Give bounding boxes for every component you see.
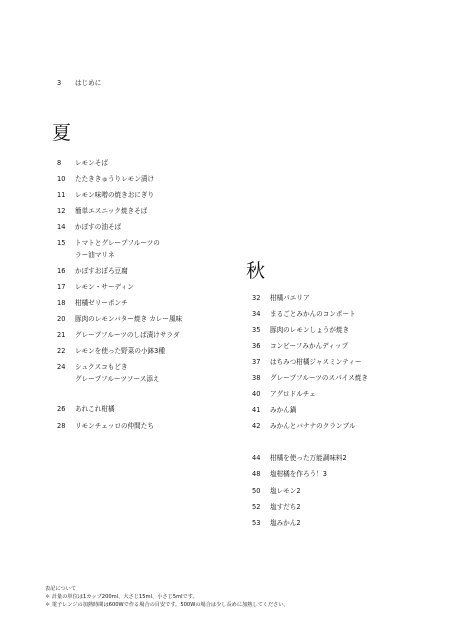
- page-number: 38: [252, 374, 261, 382]
- page-number: 52: [252, 503, 261, 511]
- section-heading-autumn: 秋: [246, 260, 266, 282]
- entry-title: 豚肉のレモンバター焼き カレー風味: [75, 315, 183, 323]
- page-number: 18: [57, 299, 66, 307]
- page-number: 41: [252, 406, 261, 414]
- entry-title: レモンを使った野菜の小鉢3種: [75, 347, 165, 355]
- page-number: 32: [252, 294, 261, 302]
- entry-title-line2: ラー油マリネ: [75, 251, 115, 259]
- entry-title: 塩レモン2: [270, 487, 301, 495]
- notation-notes: [45, 585, 289, 609]
- entry-title: レモンそば: [75, 159, 108, 167]
- entry-title: レモン・サーディン: [75, 283, 134, 291]
- page-number: 36: [252, 342, 261, 350]
- page-number: 37: [252, 358, 261, 366]
- page-number: 10: [57, 175, 66, 183]
- page-number: 48: [252, 470, 261, 478]
- page-number: 21: [57, 331, 66, 339]
- page-number: 53: [252, 519, 261, 527]
- entry-title: 塩すだち2: [270, 503, 301, 511]
- entry-title: コンビーフみかんディップ: [270, 342, 349, 350]
- entry-title: みかんとバナナのクランブル: [270, 422, 356, 430]
- page-number: 35: [252, 326, 261, 334]
- entry-title: かぼすおぼろ豆腐: [75, 267, 128, 275]
- entry-title: 柑橘ゼリーポンチ: [75, 299, 128, 307]
- page-number: 16: [57, 267, 66, 275]
- entry-title-line2: グレープフルーツソース添え: [75, 375, 160, 383]
- entry-title: アグロドルチェ: [270, 390, 316, 398]
- entry-title: 柑橘パエリア: [270, 294, 310, 302]
- page-number: 28: [57, 422, 66, 430]
- entry-title: みかん鍋: [270, 406, 297, 414]
- entry-title: たたききゅうりレモン漬け: [75, 175, 155, 183]
- page-number: 22: [57, 347, 66, 355]
- section-heading-summer: 夏: [52, 122, 72, 144]
- entry-title: 柑橘を使った万能調味料2: [270, 454, 347, 462]
- entry-title: グレープフルーツのスパイス焼き: [270, 374, 368, 382]
- page-number: 24: [57, 363, 66, 371]
- page-number: 42: [252, 422, 261, 430]
- notes-line: ＊ 計量の単位は1カップ200ml、大さじ15ml、小さじ5mlです。: [45, 594, 198, 600]
- page-number: 17: [57, 283, 66, 291]
- page-number: 34: [252, 310, 261, 318]
- page-number: 14: [57, 223, 66, 231]
- entry-title: 塩柑橘を作ろう！3: [270, 470, 327, 478]
- entry-title: シュクスコもどき: [75, 363, 128, 371]
- page-number: 20: [57, 315, 66, 323]
- entry-title: 簡単エスニック焼きそば: [75, 207, 148, 215]
- notes-title: 表記について: [45, 586, 77, 592]
- entry-title: まるごとみかんのコンポート: [270, 310, 356, 318]
- page-number: 12: [57, 207, 66, 215]
- entry-title: はちみつ柑橘ジャスミンティー: [270, 358, 362, 366]
- entry-title: リモンチェッロの仲間たち: [75, 422, 154, 430]
- page-number: 8: [57, 159, 62, 167]
- page-number: 50: [252, 487, 261, 495]
- entry-title: トマトとグレープフルーツの: [75, 239, 160, 247]
- entry-title: グレープフルーツのしば漬けサラダ: [75, 331, 180, 339]
- entry-title: はじめに: [75, 79, 102, 87]
- page-number: 40: [252, 390, 261, 398]
- page-number: 11: [57, 191, 66, 199]
- entry-title: レモン味噌の焼きおにぎり: [75, 191, 155, 199]
- page-number: 15: [57, 239, 66, 247]
- notes-line: ＊ 電子レンジの加熱時間は600Wで作る場合の目安です。500Wの場合は少し長めに加熱してください。: [45, 602, 289, 608]
- page-number: 3: [57, 79, 62, 87]
- entry-title: 塩みかん2: [270, 519, 301, 527]
- entry-title: あれこれ柑橘: [75, 405, 115, 413]
- entry-title: かぼすの油そば: [75, 223, 122, 231]
- entry-title: 豚肉のレモンしょうが焼き: [270, 326, 350, 334]
- page-number: 26: [57, 405, 66, 413]
- page-number: 44: [252, 454, 261, 462]
